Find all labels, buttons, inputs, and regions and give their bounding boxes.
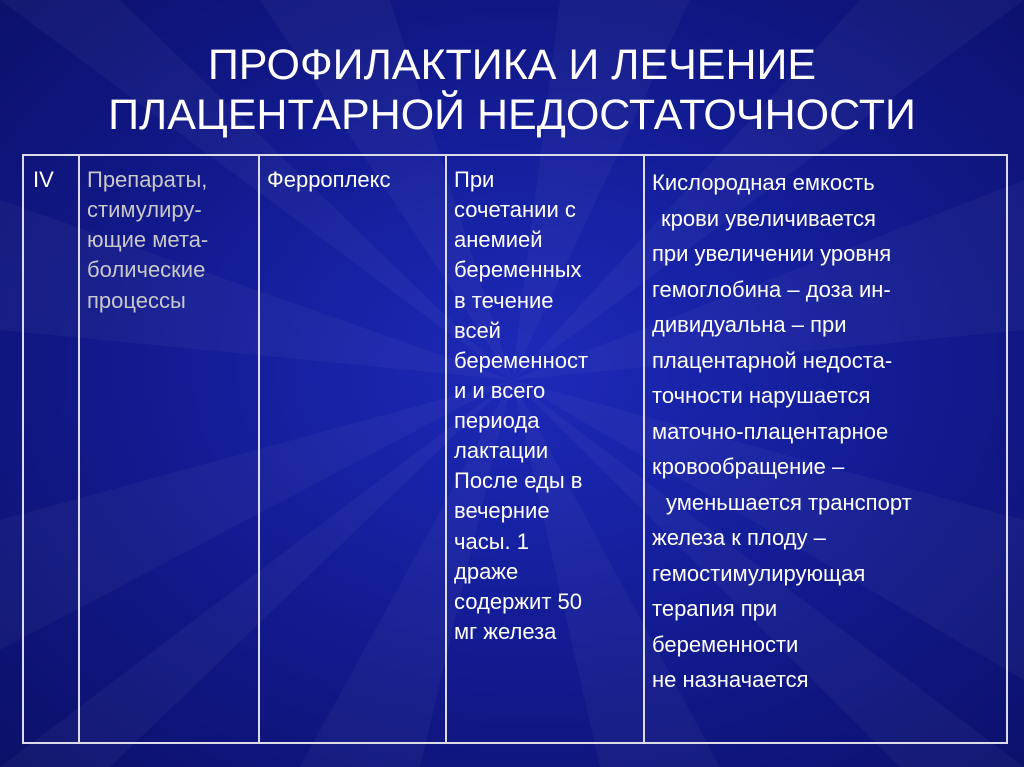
effect-line: плацентарной недоста- [652, 347, 893, 373]
dosage-line: сочетании с [454, 197, 576, 223]
title-line-1: ПРОФИЛАКТИКА И ЛЕЧЕНИЕ [207, 41, 817, 89]
effect-line: дивидуальна – при [652, 312, 847, 337]
effect-line: гемостимулирующая [652, 560, 866, 586]
effect-line: крови увеличивается [661, 205, 876, 231]
title-line-2: ПЛАЦЕНТАРНОЙ НЕДОСТАТОЧНОСТИ [108, 91, 916, 139]
dosage-line: и и всего [454, 377, 546, 403]
effect-line: точности нарушается [652, 383, 871, 408]
dosage-line: беременных [454, 257, 582, 283]
treatment-table [22, 154, 1008, 744]
dosage-line: периода [454, 408, 540, 433]
dosage-line: всей [454, 317, 501, 343]
drug-name: Ферроплекс [267, 167, 391, 192]
drug-group-line: стимулиру- [87, 197, 202, 223]
effect-line: гемоглобина – доза ин- [652, 276, 891, 302]
drug-group-line: процессы [87, 287, 186, 313]
dosage-line: беременност [454, 347, 589, 373]
effect-line: Кислородная емкость [652, 170, 875, 195]
drug-group-line: болические [87, 257, 206, 283]
table-row [23, 155, 1007, 743]
effect-line: кровообращение – [652, 454, 845, 479]
row-number: IV [33, 167, 54, 192]
slide-title [40, 40, 984, 140]
dosage-line: После еды в [454, 468, 583, 494]
dosage-line: содержит 50 [454, 588, 582, 614]
dosage-line: часы. 1 [454, 528, 529, 554]
drug-group-line: ющие мета- [87, 227, 209, 253]
effect-cell [644, 155, 1007, 743]
effect-line: уменьшается транспорт [666, 489, 912, 515]
dosage-line: в течение [454, 287, 554, 313]
dosage-line: вечерние [454, 498, 550, 524]
drug-group-cell [79, 155, 259, 743]
dosage-line: анемией [454, 227, 543, 253]
dosage-cell [446, 155, 644, 743]
effect-line: маточно-плацентарное [652, 418, 889, 444]
drug-name-cell [259, 155, 446, 743]
dosage-line: При [454, 167, 495, 192]
dosage-line: драже [454, 558, 519, 584]
effect-line: беременности [652, 631, 799, 657]
effect-line: при увеличении уровня [652, 241, 892, 266]
drug-group-line: Препараты, [87, 167, 208, 192]
effect-line: терапия при [652, 596, 778, 621]
row-number-cell [23, 155, 79, 743]
effect-line: железа к плоду – [652, 525, 826, 550]
effect-line: не назначается [652, 667, 809, 692]
dosage-line: лактации [454, 438, 549, 464]
dosage-line: мг железа [454, 618, 557, 644]
